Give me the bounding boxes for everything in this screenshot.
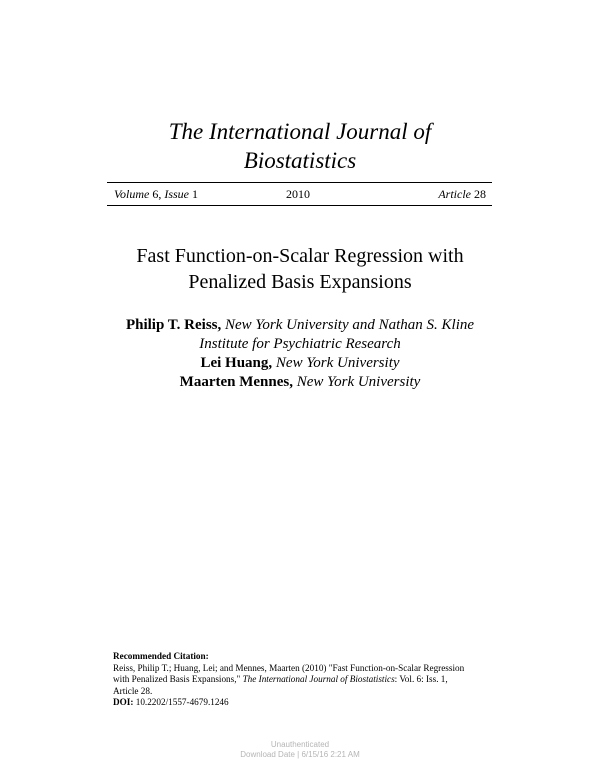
citation-journal-name: The International Journal of Biostatistics xyxy=(242,674,395,685)
article-title xyxy=(0,243,600,295)
author-affiliation-2: New York University xyxy=(275,355,400,371)
header-top-rule xyxy=(107,182,492,183)
recommended-citation xyxy=(113,651,503,709)
author-line-2 xyxy=(0,354,600,373)
volume-issue: Volume 6, Issue 1 xyxy=(114,187,198,201)
article-title-line-1: Fast Function-on-Scalar Regression with xyxy=(136,245,464,267)
doi-label: DOI: xyxy=(113,697,134,708)
article-label: Article xyxy=(438,187,471,201)
citation-text-line-2: with Penalized Basis Expansions," The International Journal of Biostatistics: Vol. 6: Iss. 1, xyxy=(113,674,448,685)
author-affiliation-1-cont xyxy=(0,335,600,354)
citation-heading: Recommended Citation: xyxy=(113,651,209,661)
citation-doi xyxy=(113,697,503,709)
article-number xyxy=(438,186,486,202)
volume-label: Volume xyxy=(114,187,150,201)
issue-label: Issue xyxy=(164,187,189,201)
journal-title xyxy=(0,117,600,175)
author-name-3: Maarten Mennes, xyxy=(179,374,293,390)
author-affiliation-3: New York University xyxy=(296,374,421,390)
header-bottom-rule xyxy=(107,205,492,206)
author-name-2: Lei Huang, xyxy=(200,355,273,371)
author-list xyxy=(0,316,600,392)
author-affiliation-1: New York University and Nathan S. Kline xyxy=(225,317,475,333)
author-name-1: Philip T. Reiss, xyxy=(125,317,222,333)
journal-title-line-1: The International Journal of xyxy=(168,119,432,144)
author-line-1 xyxy=(0,316,600,335)
journal-title-line-2: Biostatistics xyxy=(243,148,357,173)
volume-number: 6 xyxy=(152,187,159,201)
citation-text-line-1: Reiss, Philip T.; Huang, Lei; and Mennes, Maarten (2010) "Fast Function-on-Scalar Regression xyxy=(113,662,465,673)
watermark-line-2: Download Date | 6/15/16 2:21 AM xyxy=(240,750,360,759)
download-watermark xyxy=(0,740,600,760)
publication-year: 2010 xyxy=(286,187,310,201)
issue-info-row xyxy=(114,186,486,202)
citation-text-line-3: Article 28. xyxy=(113,685,153,696)
watermark-line-1: Unauthenticated xyxy=(270,740,330,749)
author-affiliation-1-cont-text: Institute for Psychiatric Research xyxy=(199,336,401,352)
issue-number: 1 xyxy=(192,187,198,201)
article-number-value: 28 xyxy=(474,187,486,201)
author-line-3 xyxy=(0,373,600,392)
article-title-line-2: Penalized Basis Expansions xyxy=(188,271,412,293)
doi-link[interactable]: 10.2202/1557-4679.1246 xyxy=(135,697,229,708)
